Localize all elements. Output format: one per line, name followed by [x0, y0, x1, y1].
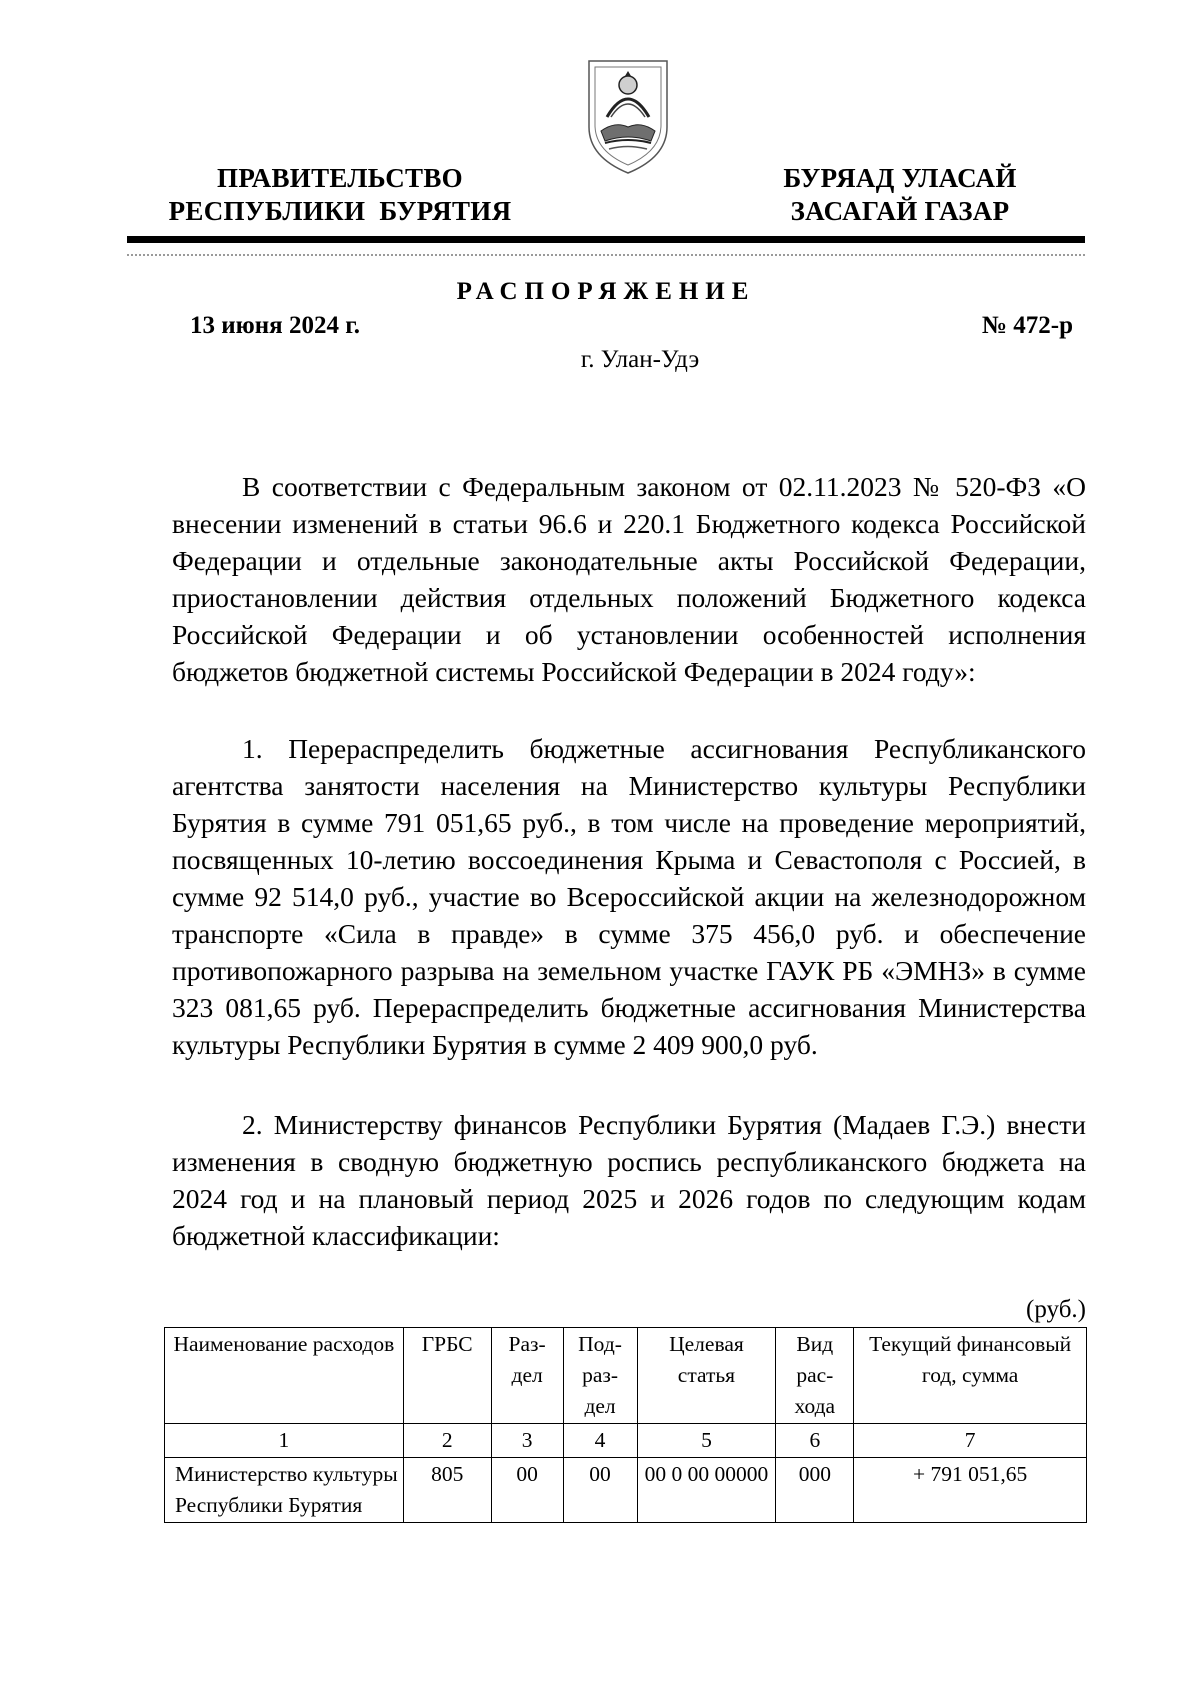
preamble-paragraph: В соответствии с Федеральным законом от 02.11.2023 № 520-ФЗ «О внесении изменений в статьи 96.6 и 220.1 Бюджетного кодекса Российской Федерации и отдельные законодательные акты Российской Федерации, приостановлении действия отдельных положений Бюджетного кодекса Российской Федерации и об установлении особенностей исполнения бюджетов бюджетной системы Российской Федерации в 2024 году»:	[172, 471, 1086, 687]
cell-sum: + 791 051,65	[854, 1458, 1087, 1523]
document-number: № 472-р	[981, 312, 1073, 339]
table-unit-label: (руб.)	[1026, 1296, 1086, 1323]
table-column-numbers-row	[165, 1424, 1087, 1458]
column-number: 7	[854, 1424, 1087, 1458]
header-sum: Текущий финансовый год, сумма	[854, 1328, 1087, 1424]
government-name-buryat	[760, 162, 1040, 228]
header-razdel: Раз-дел	[491, 1328, 563, 1424]
header-vid: Вид рас-хода	[776, 1328, 854, 1424]
header-target: Целевая статья	[637, 1328, 776, 1424]
column-number: 2	[403, 1424, 491, 1458]
header-name: Наименование расходов	[165, 1328, 404, 1424]
budget-allocation-table	[164, 1327, 1087, 1523]
cell-razdel: 00	[491, 1458, 563, 1523]
header-grbs: ГРБС	[403, 1328, 491, 1424]
document-city: г. Улан-Удэ	[580, 346, 700, 373]
org-right-line2: ЗАСАГАЙ ГАЗАР	[790, 196, 1010, 226]
document-date: 13 июня 2024 г.	[190, 312, 360, 339]
column-number: 1	[165, 1424, 404, 1458]
column-number: 3	[491, 1424, 563, 1458]
org-right-line1: БУРЯАД УЛАСАЙ	[783, 163, 1017, 193]
cell-podrazdel: 00	[563, 1458, 637, 1523]
column-number: 4	[563, 1424, 637, 1458]
header-divider-thin	[127, 254, 1085, 256]
table-header-row	[165, 1328, 1087, 1424]
cell-grbs: 805	[403, 1458, 491, 1523]
item-1-paragraph: 1. Перераспределить бюджетные ассигнования Республиканского агентства занятости населения на Министерство культуры Республики Бурятия в сумме 791 051,65 руб., в том числе на проведение мероприятий, посвященных 10-летию воссоединения Крыма и Севастополя с Россией, в сумме 92 514,0 руб., участие во Всероссийской акции на железнодорожном транспорте «Сила в правде» в сумме 375 456,0 руб. и обеспечение противопожарного разрыва на земельном участке ГАУК РБ «ЭМНЗ» в сумме 323 081,65 руб. Перераспределить бюджетные ассигнования Министерства культуры Республики Бурятия в сумме 2 409 900,0 руб.	[172, 733, 1086, 1060]
coat-of-arms-icon	[585, 57, 671, 177]
government-name-russian	[150, 162, 530, 228]
document-type: РАСПОРЯЖЕНИЕ	[456, 278, 756, 305]
cell-target: 00 0 00 00000	[637, 1458, 776, 1523]
item-2-paragraph: 2. Министерству финансов Республики Бурятия (Мадаев Г.Э.) внести изменения в сводную бюджетную роспись республиканского бюджета на 2024 год и на плановый период 2025 и 2026 годов по следующим кодам бюджетной классификации:	[172, 1109, 1086, 1251]
cell-vid: 000	[776, 1458, 854, 1523]
header-podrazdel: Под-раз-дел	[563, 1328, 637, 1424]
header-divider-thick	[127, 236, 1085, 243]
org-left-line1: ПРАВИТЕЛЬСТВО	[217, 163, 463, 193]
column-number: 6	[776, 1424, 854, 1458]
cell-name: Министерство культуры Республики Бурятия	[165, 1458, 404, 1523]
column-number: 5	[637, 1424, 776, 1458]
org-left-line2: РЕСПУБЛИКИ БУРЯТИЯ	[168, 196, 512, 226]
table-row	[165, 1458, 1087, 1523]
